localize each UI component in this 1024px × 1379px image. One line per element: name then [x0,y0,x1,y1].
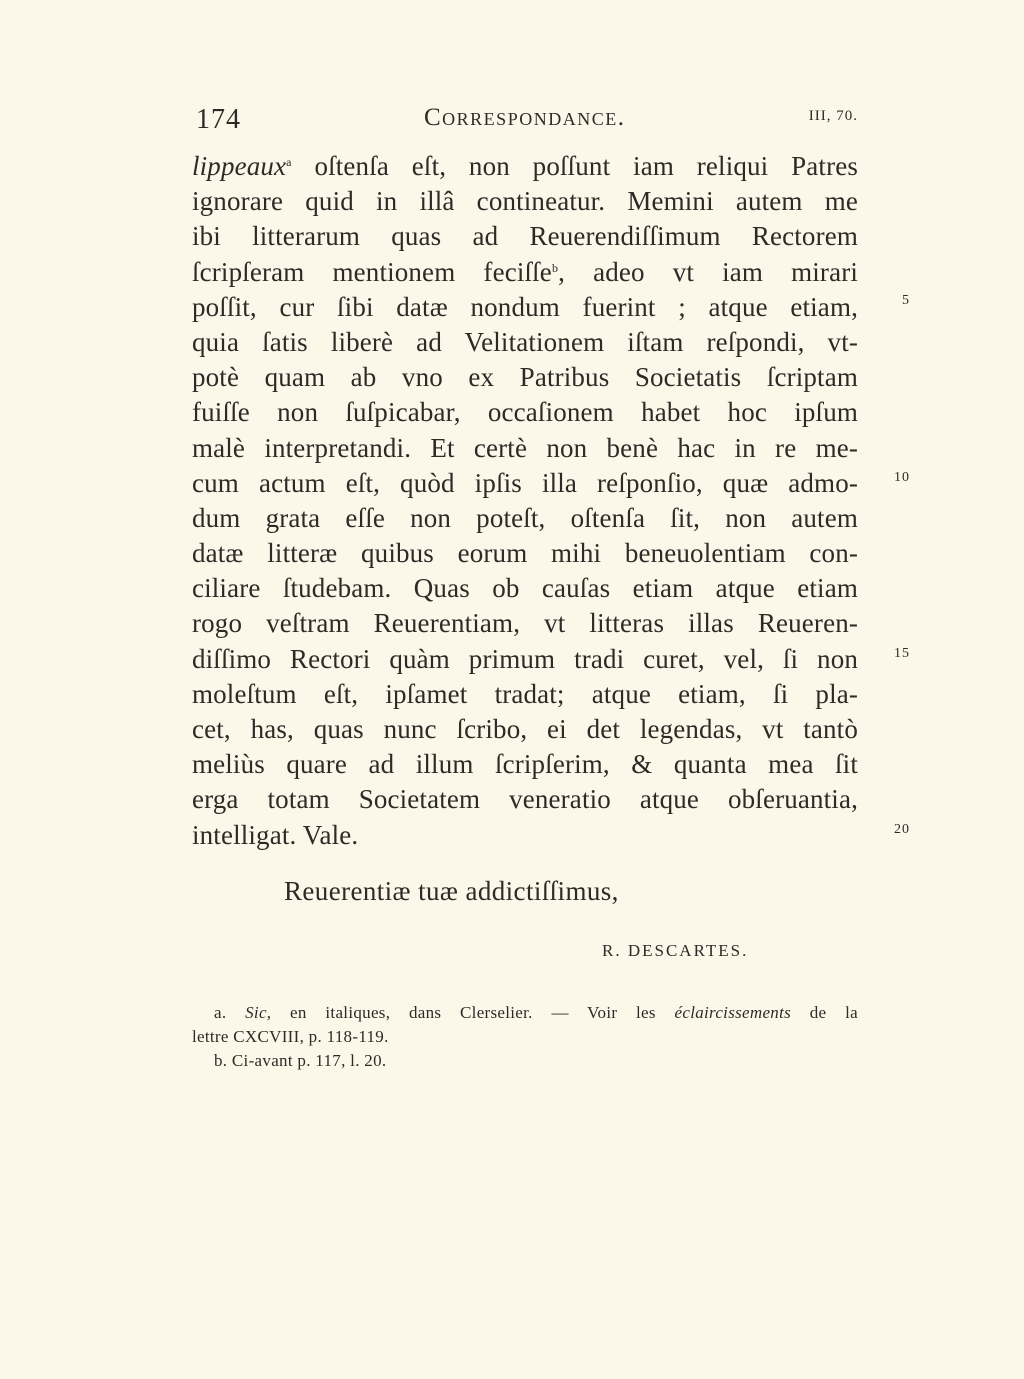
text-line: cum actum eſt, quòd ipſis illa reſponſio, quæ admo- [192,467,858,498]
running-title: Correspondance. [424,104,626,131]
text-line: intelligat. Vale. [192,819,359,850]
footnote-text: de la [791,1003,858,1022]
text-line: poſſit, cur ſibi datæ nondum fuerint ; atque etiam, [192,291,858,322]
running-header [192,100,860,140]
footnote-italic: éclaircissements [674,1003,792,1022]
line-number-20: 20 [894,822,910,837]
footnote-label-b: b. [214,1051,228,1070]
italic-word: lippeaux [192,151,287,181]
text-line: potè quam ab vno ex Patribus Societatis ſcriptam [192,362,858,393]
text-line [192,149,858,184]
text-line: dum grata eſſe non poteſt, oſtenſa ſit, non autem [192,502,858,533]
footnote-a [192,1001,858,1025]
footnote-text: en italiques, dans Clerselier. — Voir les [271,1003,675,1022]
signature: R. DESCARTES. [602,941,749,960]
letter-closing: Reuerentiæ tuæ addictiſſimus, [284,876,619,906]
text-line: rogo veſtram Reuerentiam, vt litteras illas Reueren- [192,608,858,639]
letter-body [192,149,858,853]
footnote-marker-a: a [286,155,292,169]
page-number: 174 [196,104,241,135]
line-text: ſcripſeram mentionem feciſſe [192,256,552,287]
line-text: oſtenſa eſt, non poſſunt iam reliqui Patres [291,151,858,181]
text-line: erga totam Societatem veneratio atque obſeruantia, [192,784,858,815]
text-line: meliùs quare ad illum ſcripſerim, & quanta mea ſit [192,749,858,780]
footnotes [192,1001,858,1073]
text-line: ibi litterarum quas ad Reuerendiſſimum Rectorem [192,221,858,252]
text-line: fuiſſe non ſuſpicabar, occaſionem habet hoc ipſum [192,397,858,428]
footnote-italic: Sic, [245,1003,272,1022]
volume-reference: III, 70. [808,108,858,124]
footnote-a-continuation: lettre CXCVIII, p. 118-119. [192,1027,389,1046]
text-line: ignorare quid in illâ contineatur. Memini autem me [192,186,858,217]
footnote-label-a: a. [214,1003,227,1022]
text-line: ciliare ſtudebam. Quas ob cauſas etiam atque etiam [192,573,858,604]
text-line [192,255,858,290]
line-number-10: 10 [894,470,910,485]
line-number-5: 5 [902,293,910,308]
footnote-marker-b: b [551,260,559,275]
text-line: moleſtum eſt, ipſamet tradat; atque etiam, ſi pla- [192,678,858,709]
text-line: cet, has, quas nunc ſcribo, ei det legendas, vt tantò [192,714,858,744]
line-text: , adeo vt iam mirari [558,256,858,287]
text-line: malè interpretandi. Et certè non benè hac in re me- [192,432,858,463]
footnote-b [192,1049,858,1073]
text-line: quia ſatis liberè ad Velitationem iſtam reſpondi, vt- [192,326,858,357]
line-number-15: 15 [894,646,910,661]
text-line: diſſimo Rectori quàm primum tradi curet, vel, ſi non [192,643,858,674]
text-line: datæ litteræ quibus eorum mihi beneuolentiam con- [192,538,858,569]
footnote-text: Ci-avant p. 117, l. 20. [231,1051,387,1070]
